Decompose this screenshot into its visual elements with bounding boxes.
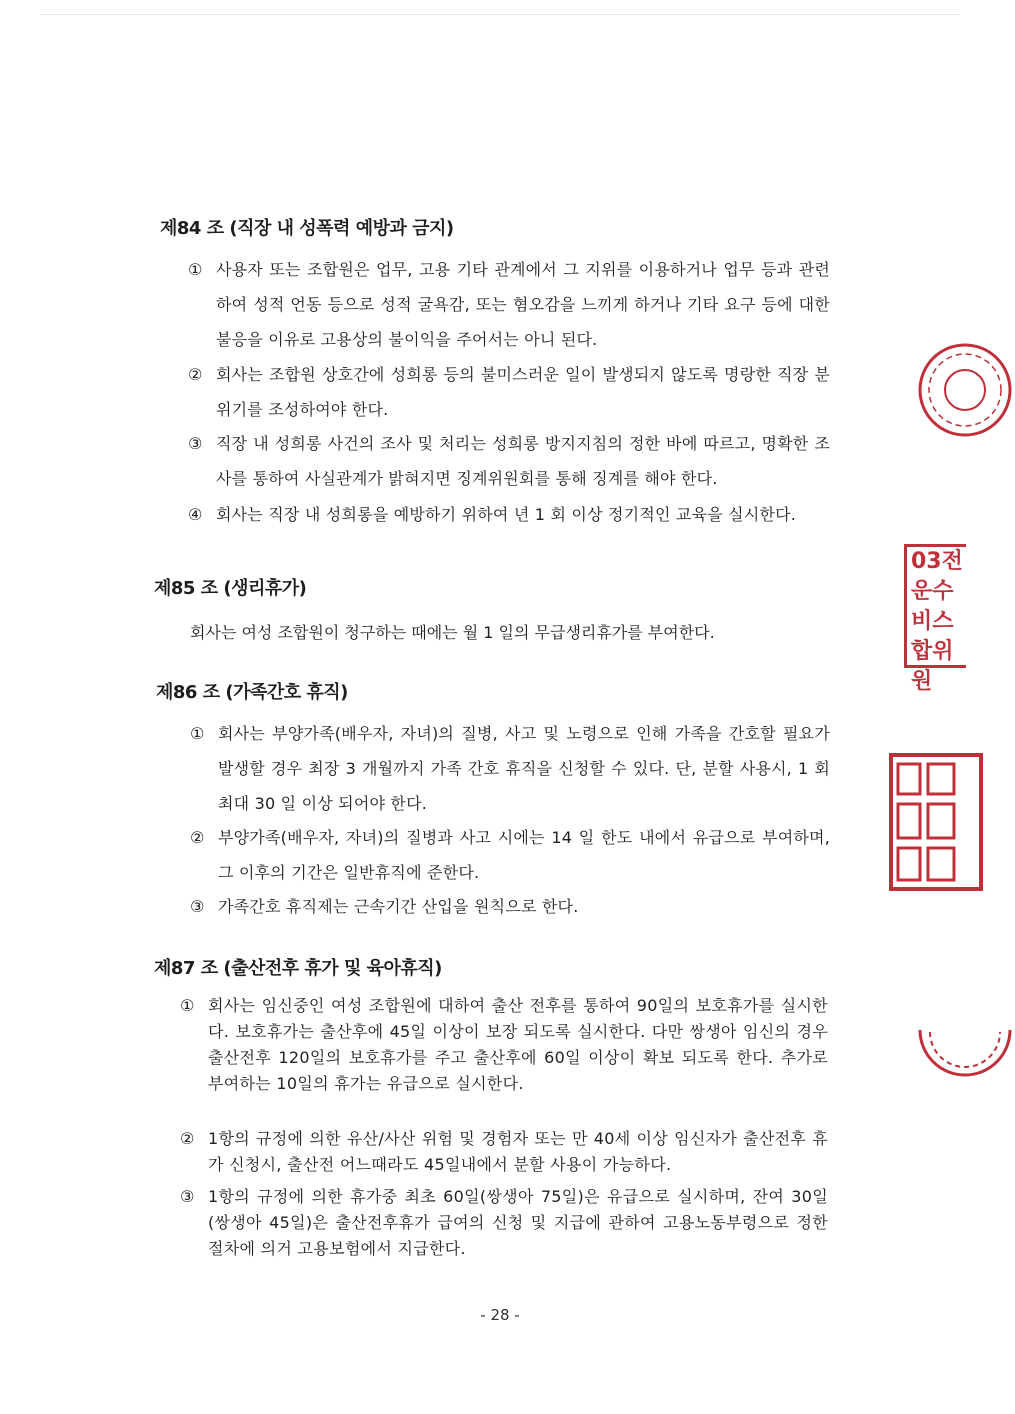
article-87-item-2 [180, 1126, 828, 1178]
article-84-item-3 [188, 426, 830, 496]
item-number: ② [180, 1129, 195, 1148]
item-number: ④ [188, 505, 203, 524]
article-86-item-3 [190, 889, 830, 924]
round-seal-top-icon [915, 340, 965, 440]
item-text: 사용자 또는 조합원은 업무, 고용 기타 관계에서 그 지위를 이용하거나 업무 등과 관련하여 성적 언동 등으로 성적 굴욕감, 또는 혐오감을 느끼게 하거나 기타 요구 등에 대한 불응을 이유로 고용상의 불이익을 주어서는 아니 된다. [216, 260, 830, 349]
article-85-heading: 제85 조 (생리휴가) [154, 578, 307, 599]
item-text: 회사는 직장 내 성희롱을 예방하기 위하여 년 1 회 이상 정기적인 교육을 실시한다. [216, 505, 797, 524]
article-87-item-3 [180, 1184, 828, 1262]
article-86-item-1 [190, 716, 830, 821]
square-seal-company-icon [888, 752, 964, 892]
item-number: ② [190, 828, 205, 847]
article-84-item-4 [188, 497, 830, 532]
article-86-item-2 [190, 820, 830, 890]
item-text: 직장 내 성희롱 사건의 조사 및 처리는 성희롱 방지지침의 정한 바에 따르고, 명확한 조사를 통하여 사실관계가 밝혀지면 징계위원회를 통해 징계를 해야 한다. [216, 434, 830, 488]
item-number: ③ [180, 1187, 195, 1206]
page-number: - 28 - [480, 1306, 520, 1324]
article-86-heading: 제86 조 (가족간호 휴직) [156, 682, 348, 703]
item-number: ① [190, 724, 205, 743]
item-text: 1항의 규정에 의한 유산/사산 위험 및 경험자 또는 만 40세 이상 임신자가 출산전후 휴가 신청시, 출산전 어느때라도 45일내에서 분할 사용이 가능하다. [208, 1129, 828, 1174]
item-number: ③ [190, 897, 205, 916]
seal-line: 비스 [911, 609, 954, 634]
item-text: 1항의 규정에 의한 휴가중 최초 60일(쌍생아 75일)은 유급으로 실시하며, 잔여 30일(쌍생아 45일)은 출산전후휴가 급여의 신청 및 지급에 관하여 고용노동부령으로 정한 절차에 의거 고용보험에서 지급한다. [208, 1187, 828, 1258]
item-text: 회사는 부양가족(배우자, 자녀)의 질병, 사고 및 노령으로 인해 가족을 간호할 필요가 발생할 경우 최장 3 개월까지 가족 간호 휴직을 신청할 수 있다. 단, 분할 사용시, 1 회 최대 30 일 이상 되어야 한다. [218, 724, 830, 813]
item-number: ① [180, 996, 195, 1015]
article-84-item-1 [188, 252, 830, 357]
article-87-item-1 [180, 993, 828, 1097]
item-text: 부양가족(배우자, 자녀)의 질병과 사고 시에는 14 일 한도 내에서 유급으로 부여하며, 그 이후의 기간은 일반휴직에 준한다. [218, 828, 830, 882]
article-85-body: 회사는 여성 조합원이 청구하는 때에는 월 1 일의 무급생리휴가를 부여한다. [190, 623, 715, 642]
article-84-item-2 [188, 357, 830, 427]
seal-line: 합위원 [911, 639, 954, 694]
seal-line: 운수 [911, 579, 954, 604]
item-number: ② [188, 365, 203, 384]
seal-line: 03전 [911, 549, 963, 574]
item-number: ① [188, 260, 203, 279]
item-text: 회사는 조합원 상호간에 성희롱 등의 불미스러운 일이 발생되지 않도록 명랑한 직장 분위기를 조성하여야 한다. [216, 365, 830, 419]
round-seal-bottom-icon [915, 1020, 965, 1080]
article-87-heading: 제87 조 (출산전후 휴가 및 육아휴직) [154, 958, 442, 979]
item-text: 가족간호 휴직제는 근속기간 산입을 원칙으로 한다. [218, 897, 579, 916]
square-seal-union [904, 544, 966, 694]
page-top-edge [40, 14, 960, 15]
article-84-heading: 제84 조 (직장 내 성폭력 예방과 금지) [160, 218, 454, 239]
item-number: ③ [188, 434, 203, 453]
item-text: 회사는 임신중인 여성 조합원에 대하여 출산 전후를 통하여 90일의 보호휴가를 실시한다. 보호휴가는 출산후에 45일 이상이 보장 되도록 실시한다. 다만 쌍생아 임신의 경우 출산전후 120일의 보호휴가를 주고 출산후에 60일 이상이 확보 되도록 한다. 추가로 부여하는 10일의 휴가는 유급으로 실시한다. [208, 996, 828, 1093]
